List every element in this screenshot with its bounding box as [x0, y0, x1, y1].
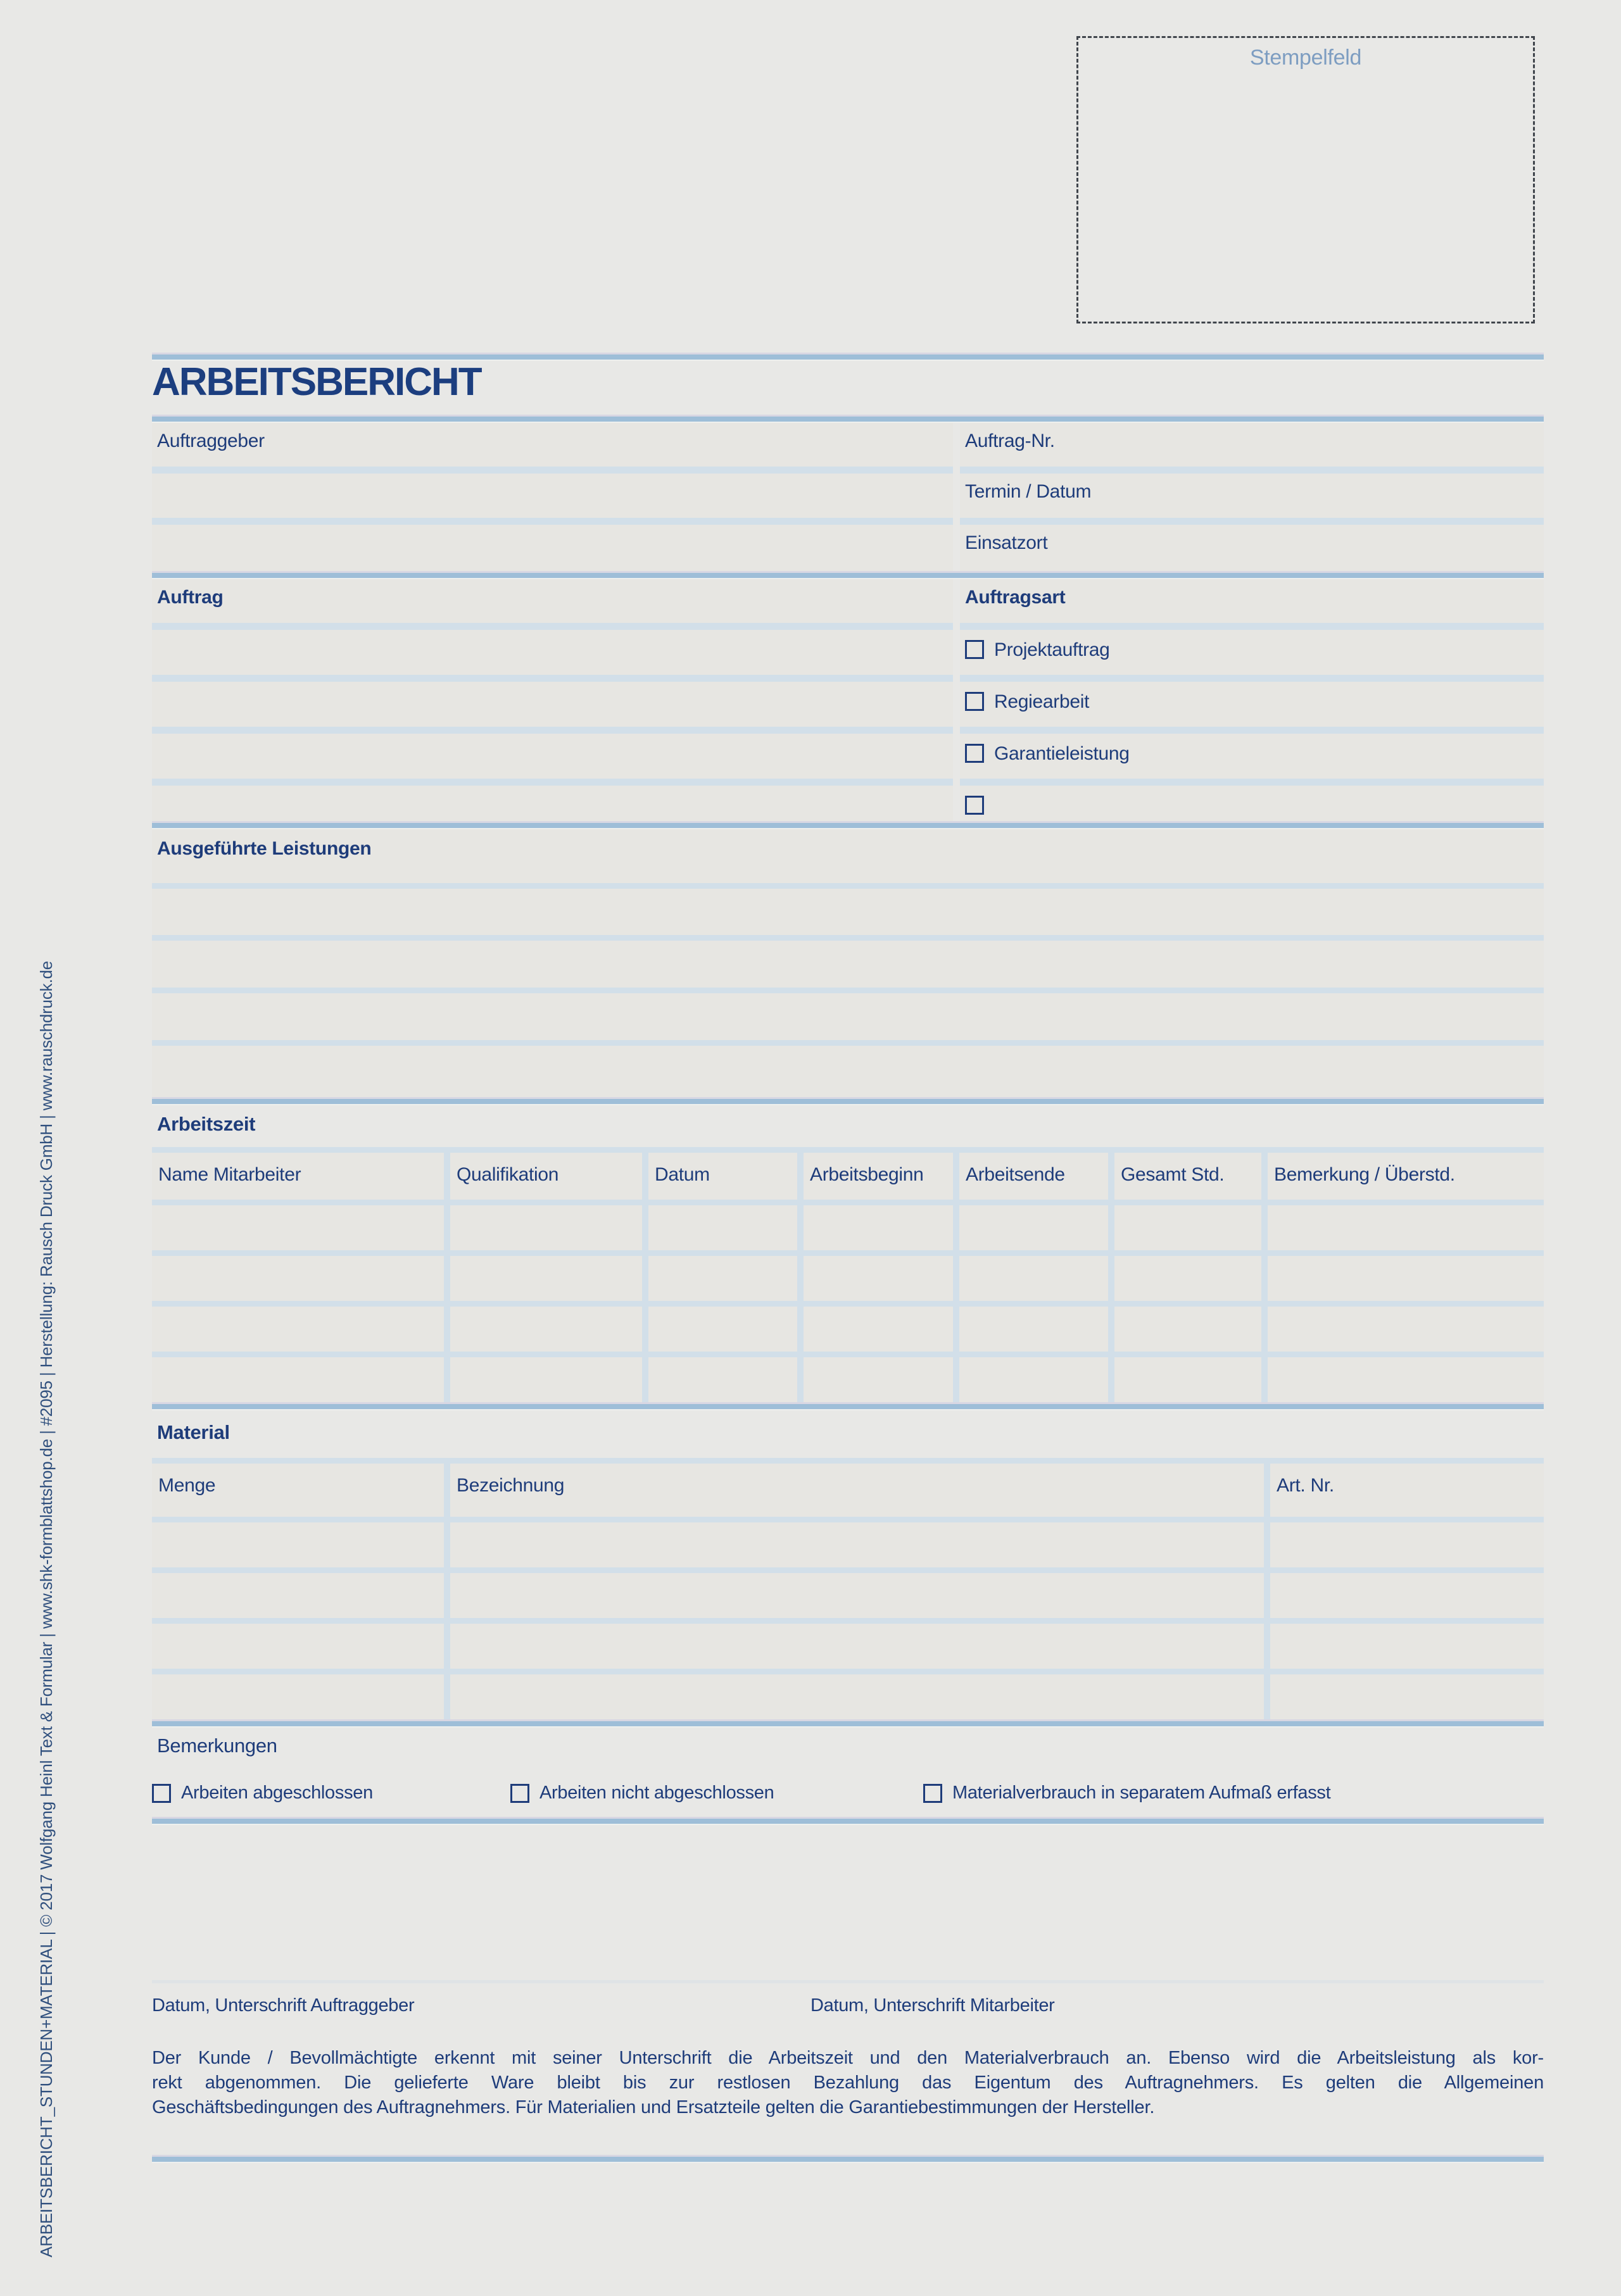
worktime-cell[interactable]: [1268, 1357, 1544, 1402]
material-header-1: Bezeichnung: [450, 1464, 1264, 1517]
termin-datum-field[interactable]: [960, 474, 1544, 518]
worktime-cell[interactable]: [1268, 1205, 1544, 1250]
einsatzort-label: Einsatzort: [965, 532, 1048, 553]
material-header-0: Menge: [152, 1464, 444, 1517]
arbeiten-nicht-abgeschlossen-label: Arbeiten nicht abgeschlossen: [539, 1783, 774, 1803]
material-cell[interactable]: [152, 1624, 444, 1669]
material-cell[interactable]: [1270, 1674, 1544, 1719]
auftraggeber-label: Auftraggeber: [157, 430, 265, 451]
material-cell[interactable]: [152, 1674, 444, 1719]
auftraggeber-field-line2[interactable]: [152, 474, 953, 518]
einsatzort-field[interactable]: [960, 525, 1544, 571]
services-section-bar: [152, 821, 1544, 829]
client-left-column: [152, 423, 953, 571]
materialverbrauch-checkbox[interactable]: [923, 1784, 942, 1803]
divider: [960, 675, 1544, 682]
worktime-cell[interactable]: [804, 1205, 953, 1250]
order-type-row: [960, 786, 1544, 821]
remarks-checkbox-item: [923, 1783, 1330, 1804]
material-cell[interactable]: [152, 1573, 444, 1618]
signature-employee-label: Datum, Unterschrift Mitarbeiter: [810, 1995, 1055, 2016]
signature-area-top-bar: [152, 1817, 1544, 1825]
auftrag-field-line3[interactable]: [152, 682, 953, 727]
worktime-section-bar: [152, 1097, 1544, 1105]
auftrag-field-line5[interactable]: [152, 786, 953, 821]
divider: [960, 623, 1544, 630]
worktime-cell[interactable]: [648, 1357, 797, 1402]
services-label: Ausgeführte Leistungen: [157, 838, 372, 859]
writing-line: [152, 988, 1544, 993]
order-left-column: [152, 579, 953, 821]
material-cell[interactable]: [450, 1674, 1264, 1719]
divider: [152, 727, 953, 734]
worktime-cell[interactable]: [648, 1205, 797, 1250]
worktime-cell[interactable]: [1114, 1357, 1261, 1402]
auftrag-field-line2[interactable]: [152, 630, 953, 675]
order-type-row: [960, 630, 1544, 675]
arbeiten-abgeschlossen-checkbox[interactable]: [152, 1784, 171, 1803]
divider: [960, 518, 1544, 525]
order-section-bar: [152, 571, 1544, 579]
auftrag-field[interactable]: [152, 579, 953, 623]
divider: [152, 623, 953, 630]
auftragsart-label: Auftragsart: [965, 587, 1066, 608]
remarks-checkbox-item: [152, 1783, 373, 1804]
worktime-table: [152, 1153, 1544, 1402]
client-right-column: [960, 423, 1544, 571]
material-table: [152, 1464, 1544, 1719]
material-cell[interactable]: [450, 1522, 1264, 1567]
auftraggeber-field-line3[interactable]: [152, 525, 953, 571]
divider: [960, 779, 1544, 786]
divider: [152, 467, 953, 474]
material-label: Material: [157, 1421, 230, 1443]
worktime-cell[interactable]: [1268, 1307, 1544, 1352]
legal-text: [152, 2046, 1544, 2120]
services-field[interactable]: [152, 829, 1544, 1097]
worktime-header-4: Arbeitsende: [959, 1153, 1108, 1200]
material-cell[interactable]: [152, 1522, 444, 1567]
auftragsart-header-cell: [960, 579, 1544, 623]
client-section-bar: [152, 415, 1544, 423]
legal-text-line: Der Kunde / Bevollmächtigte erkennt mit seiner Unterschrift die Arbeitszeit und den Materialverbrauch an. Ebenso wird die Arbeitsleistung als kor-: [152, 2048, 1544, 2068]
material-cell[interactable]: [1270, 1522, 1544, 1567]
remarks-checkbox-item: [510, 1783, 774, 1804]
order-type-row: [960, 682, 1544, 727]
writing-line: [152, 883, 1544, 889]
worktime-cell[interactable]: [1114, 1307, 1261, 1352]
legal-text-line: Geschäftsbedingungen des Auftragnehmers. Für Materialien und Ersatzteile gelten die Garantiebestimmungen der Hersteller.: [152, 2097, 1155, 2117]
auftrag-label: Auftrag: [157, 587, 224, 608]
arbeiten-nicht-abgeschlossen-checkbox[interactable]: [510, 1784, 529, 1803]
termin-datum-label: Termin / Datum: [965, 481, 1092, 502]
material-cell[interactable]: [1270, 1573, 1544, 1618]
page-title: ARBEITSBERICHT: [152, 360, 481, 404]
worktime-cell[interactable]: [1114, 1256, 1261, 1301]
garantieleistung-label: Garantieleistung: [994, 743, 1130, 764]
worktime-cell[interactable]: [1114, 1205, 1261, 1250]
worktime-header-2: Datum: [648, 1153, 797, 1200]
signature-client-label: Datum, Unterschrift Auftraggeber: [152, 1995, 415, 2016]
worktime-header-5: Gesamt Std.: [1114, 1153, 1261, 1200]
regiearbeit-checkbox[interactable]: [965, 692, 984, 711]
client-section: [152, 423, 1544, 571]
material-table-top-line: [152, 1458, 1544, 1464]
garantieleistung-checkbox[interactable]: [965, 744, 984, 763]
worktime-cell[interactable]: [804, 1307, 953, 1352]
divider: [152, 518, 953, 525]
worktime-cell[interactable]: [959, 1307, 1108, 1352]
worktime-cell[interactable]: [450, 1205, 642, 1250]
regiearbeit-label: Regiearbeit: [994, 691, 1090, 712]
blank-order-type-checkbox[interactable]: [965, 796, 984, 815]
writing-line: [152, 935, 1544, 941]
stamp-field-label: Stempelfeld: [1249, 46, 1362, 70]
order-section: [152, 579, 1544, 821]
auftrag-nr-label: Auftrag-Nr.: [965, 430, 1055, 451]
worktime-table-top-line: [152, 1147, 1544, 1153]
remarks-label: Bemerkungen: [157, 1735, 277, 1757]
worktime-cell[interactable]: [152, 1205, 444, 1250]
remarks-section-bar: [152, 1719, 1544, 1728]
writing-line: [152, 1040, 1544, 1046]
stamp-field-box[interactable]: [1076, 36, 1535, 323]
order-type-row: [960, 734, 1544, 779]
worktime-cell[interactable]: [1268, 1256, 1544, 1301]
materialverbrauch-label: Materialverbrauch in separatem Aufmaß erfasst: [952, 1783, 1331, 1803]
worktime-cell[interactable]: [152, 1307, 444, 1352]
material-header-2: Art. Nr.: [1270, 1464, 1544, 1517]
divider: [960, 727, 1544, 734]
worktime-label: Arbeitszeit: [157, 1113, 256, 1135]
signature-line: [152, 1980, 1544, 1983]
worktime-cell[interactable]: [450, 1357, 642, 1402]
material-cell[interactable]: [1270, 1624, 1544, 1669]
auftrag-field-line4[interactable]: [152, 734, 953, 779]
worktime-cell[interactable]: [959, 1256, 1108, 1301]
sidebar-imprint-text: ARBEITSBERICHT_STUNDEN+MATERIAL | © 2017 Wolfgang Heinl Text & Formular | www.shk-formblattshop.de | #2095 | Herstellung: Rausch Druck GmbH | www.rauschdruck.de: [37, 960, 56, 2257]
divider: [152, 675, 953, 682]
divider: [960, 467, 1544, 474]
worktime-cell[interactable]: [804, 1357, 953, 1402]
worktime-header-3: Arbeitsbeginn: [804, 1153, 953, 1200]
projektauftrag-label: Projektauftrag: [994, 639, 1110, 660]
worktime-cell[interactable]: [959, 1357, 1108, 1402]
worktime-cell[interactable]: [804, 1256, 953, 1301]
worktime-cell[interactable]: [648, 1307, 797, 1352]
arbeiten-abgeschlossen-label: Arbeiten abgeschlossen: [181, 1783, 373, 1803]
material-section-bar: [152, 1402, 1544, 1410]
worktime-cell[interactable]: [450, 1256, 642, 1301]
worktime-cell[interactable]: [450, 1307, 642, 1352]
auftrag-nr-field[interactable]: [960, 423, 1544, 467]
material-cell[interactable]: [450, 1573, 1264, 1618]
divider: [152, 779, 953, 786]
projektauftrag-checkbox[interactable]: [965, 640, 984, 659]
worktime-header-1: Qualifikation: [450, 1153, 642, 1200]
auftraggeber-field[interactable]: [152, 423, 953, 467]
worktime-cell[interactable]: [648, 1256, 797, 1301]
worktime-cell[interactable]: [152, 1357, 444, 1402]
material-cell[interactable]: [450, 1624, 1264, 1669]
worktime-cell[interactable]: [959, 1205, 1108, 1250]
worktime-cell[interactable]: [152, 1256, 444, 1301]
order-type-column: [960, 579, 1544, 821]
page-bottom-bar: [152, 2155, 1544, 2163]
worktime-header-6: Bemerkung / Überstd.: [1268, 1153, 1544, 1200]
worktime-header-0: Name Mitarbeiter: [152, 1153, 444, 1200]
legal-text-line: rekt abgenommen. Die gelieferte Ware bleibt bis zur restlosen Bezahlung das Eigentum des Auftragnehmers. Es gelten die Allgemeinen: [152, 2073, 1544, 2093]
